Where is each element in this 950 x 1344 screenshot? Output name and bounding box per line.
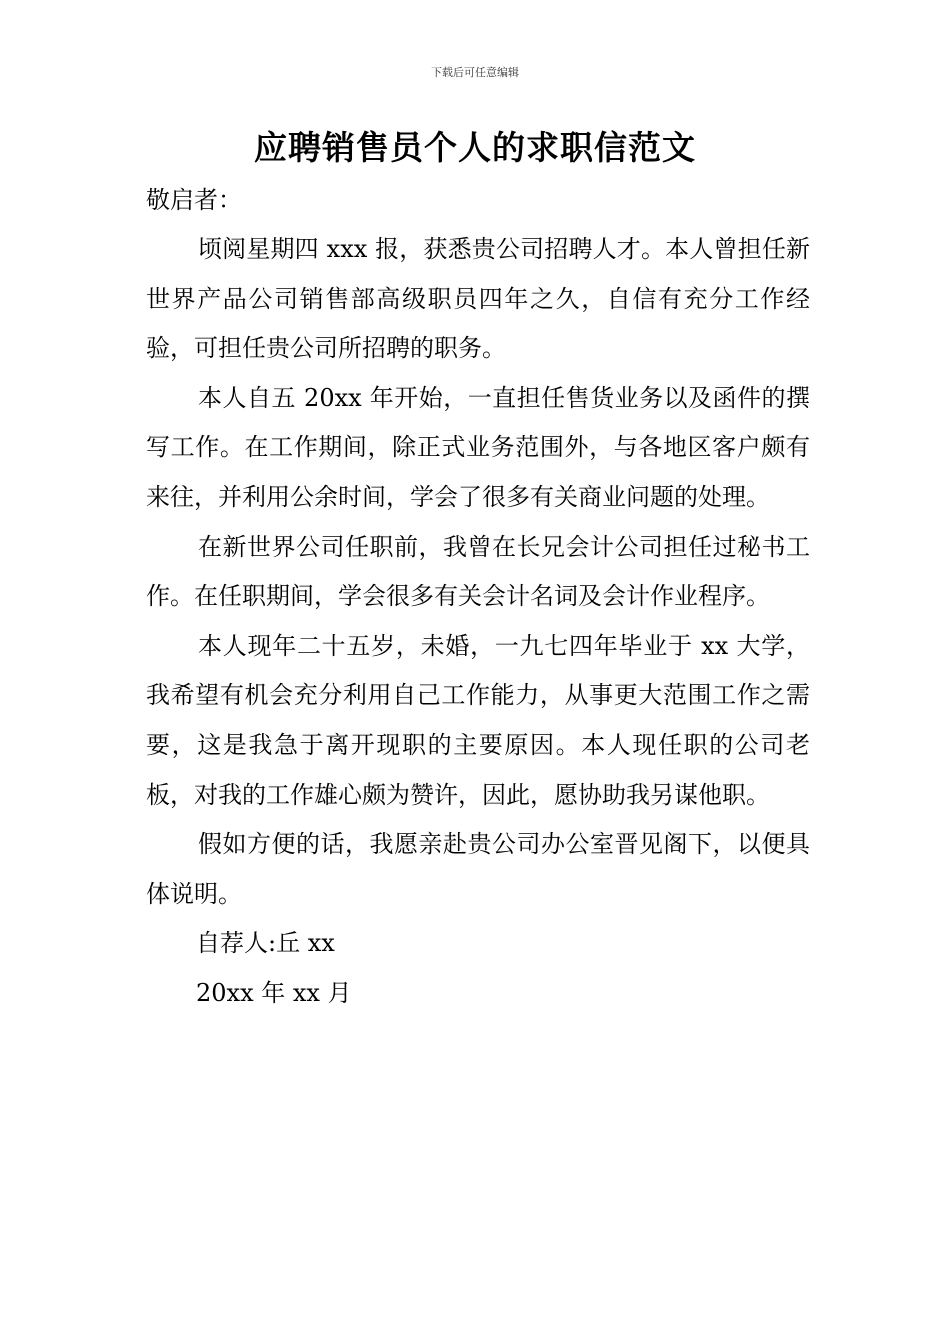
salutation: 敬启者： <box>146 186 242 214</box>
header-note: 下载后可任意编辑 <box>431 66 519 79</box>
paragraph: 顷阅星期四 xxx 报，获悉贵公司招聘人才。本人曾担任新世界产品公司销售部高级职员四年之久，自信有充分工作经验，可担任贵公司所招聘的职务。 <box>146 235 810 363</box>
paragraph: 假如方便的话，我愿亲赴贵公司办公室晋见阁下，以便具体说明。 <box>146 830 810 908</box>
date: 20xx 年 xx 月 <box>196 978 352 1007</box>
letter-body <box>146 225 810 1019</box>
paragraph: 本人现年二十五岁，未婚，一九七四年毕业于 xx 大学，我希望有机会充分利用自己工作能力，从事更大范围工作之需要，这是我急于离开现职的主要原因。本人现任职的公司老板，对我的工作雄心颇为赞许，因此，愿协助我另谋他职。 <box>146 631 810 809</box>
paragraph: 在新世界公司任职前，我曾在长兄会计公司担任过秘书工作。在任职期间，学会很多有关会计名词及会计作业程序。 <box>146 532 810 611</box>
document-title: 应聘销售员个人的求职信范文 <box>254 128 696 167</box>
signature: 自荐人:丘 xx <box>196 929 335 958</box>
paragraph: 本人自五 20xx 年开始，一直担任售货业务以及函件的撰写工作。在工作期间，除正式业务范围外，与各地区客户颇有来往，并利用公余时间，学会了很多有关商业问题的处理。 <box>146 383 810 511</box>
